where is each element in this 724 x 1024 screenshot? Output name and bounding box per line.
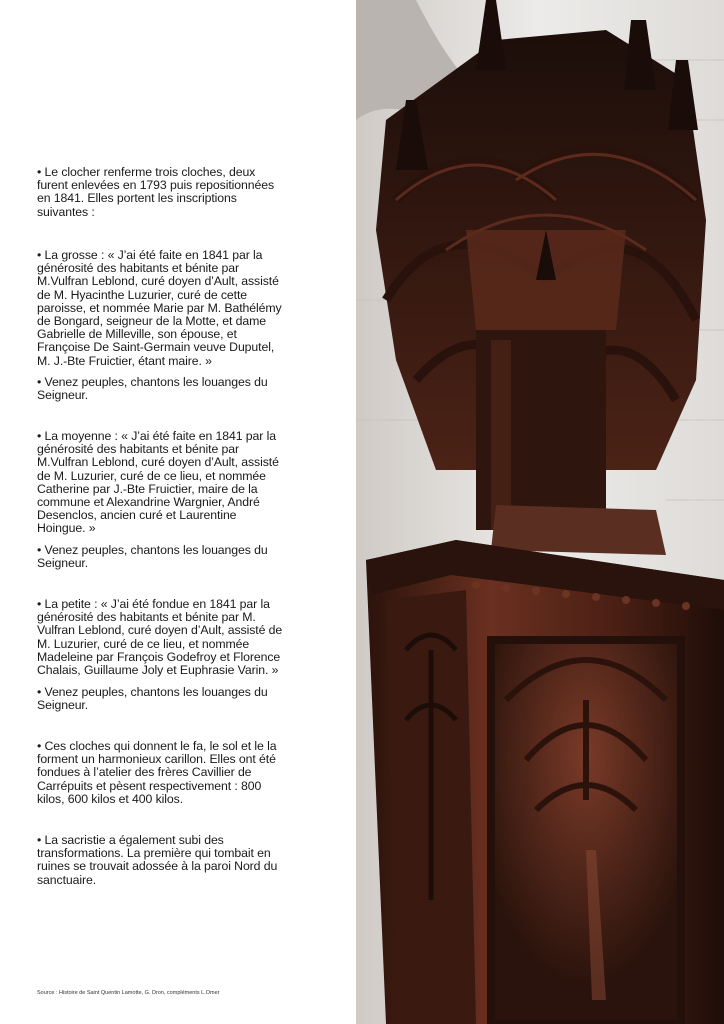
paragraph-grosse: • La grosse : « J’ai été faite en 1841 par la générosité des habitants et bénite par M.Vulfran Leblond, curé doyen d’Ault, assisté de M. Hyacinthe Luzurier, curé de cette paroisse, et nommée Marie par M. Bathélémy de Bongard, seigneur de la Motte, et dame Gabrielle de Milleville, son épouse, et Françoise De Saint-Germain veuve Duputel, M. J.-Bte Fruictier, étant maire. » (37, 248, 282, 368)
paragraph-intro: • Le clocher renferme trois cloches, deux furent enlevées en 1793 puis repositionnées en 1841. Elles portent les inscriptions suivantes : (37, 165, 275, 219)
source-note: Source : Histoire de Saint Quentin Lamotte, G. Dron, compléments L.Omer (37, 990, 220, 996)
paragraph-venez-2: • Venez peuples, chantons les louanges du Seigneur. (37, 543, 268, 571)
paragraph-venez-3: • Venez peuples, chantons les louanges du Seigneur. (37, 685, 268, 713)
pulpit-photo (356, 0, 724, 1024)
paragraph-venez-1: • Venez peuples, chantons les louanges du Seigneur. (37, 375, 268, 403)
paragraph-moyenne: • La moyenne : « J’ai été faite en 1841 par la générosité des habitants et bénite par M.Vulfran Leblond, curé doyen d’Ault, assisté de M. Luzurier, curé de ce lieu, et nommée Catherine par J.-Bte Fruictier, maire de la commune et Alexandrine Wargnier, André Desenclos, ancien curé et Laurentine Hoingue. » (37, 429, 279, 536)
paragraph-sacristie: • La sacristie a également subi des transformations. La première qui tombait en ruines se trouvait adossée à la paroi Nord du sanctuaire. (37, 833, 278, 887)
pulpit-illustration (356, 0, 724, 1024)
paragraph-cloches: • Ces cloches qui donnent le fa, le sol et le la forment un harmonieux carillon. Elles ont été fondues à l’atelier des frères Cavillier de Carrépuits et pèsent respectivement : 800 kilos, 600 kilos et 400 kilos. (37, 739, 277, 806)
paragraph-petite: • La petite : « J’ai été fondue en 1841 par la générosité des habitants et bénite par M. Vulfran Leblond, curé doyen d’Ault, assisté de M. Luzurier, curé de ce lieu, et nommée Madeleine par François Godefroy et Florence Chalais, Guillaume Joly et Euphrasie Varin. » (37, 597, 283, 678)
